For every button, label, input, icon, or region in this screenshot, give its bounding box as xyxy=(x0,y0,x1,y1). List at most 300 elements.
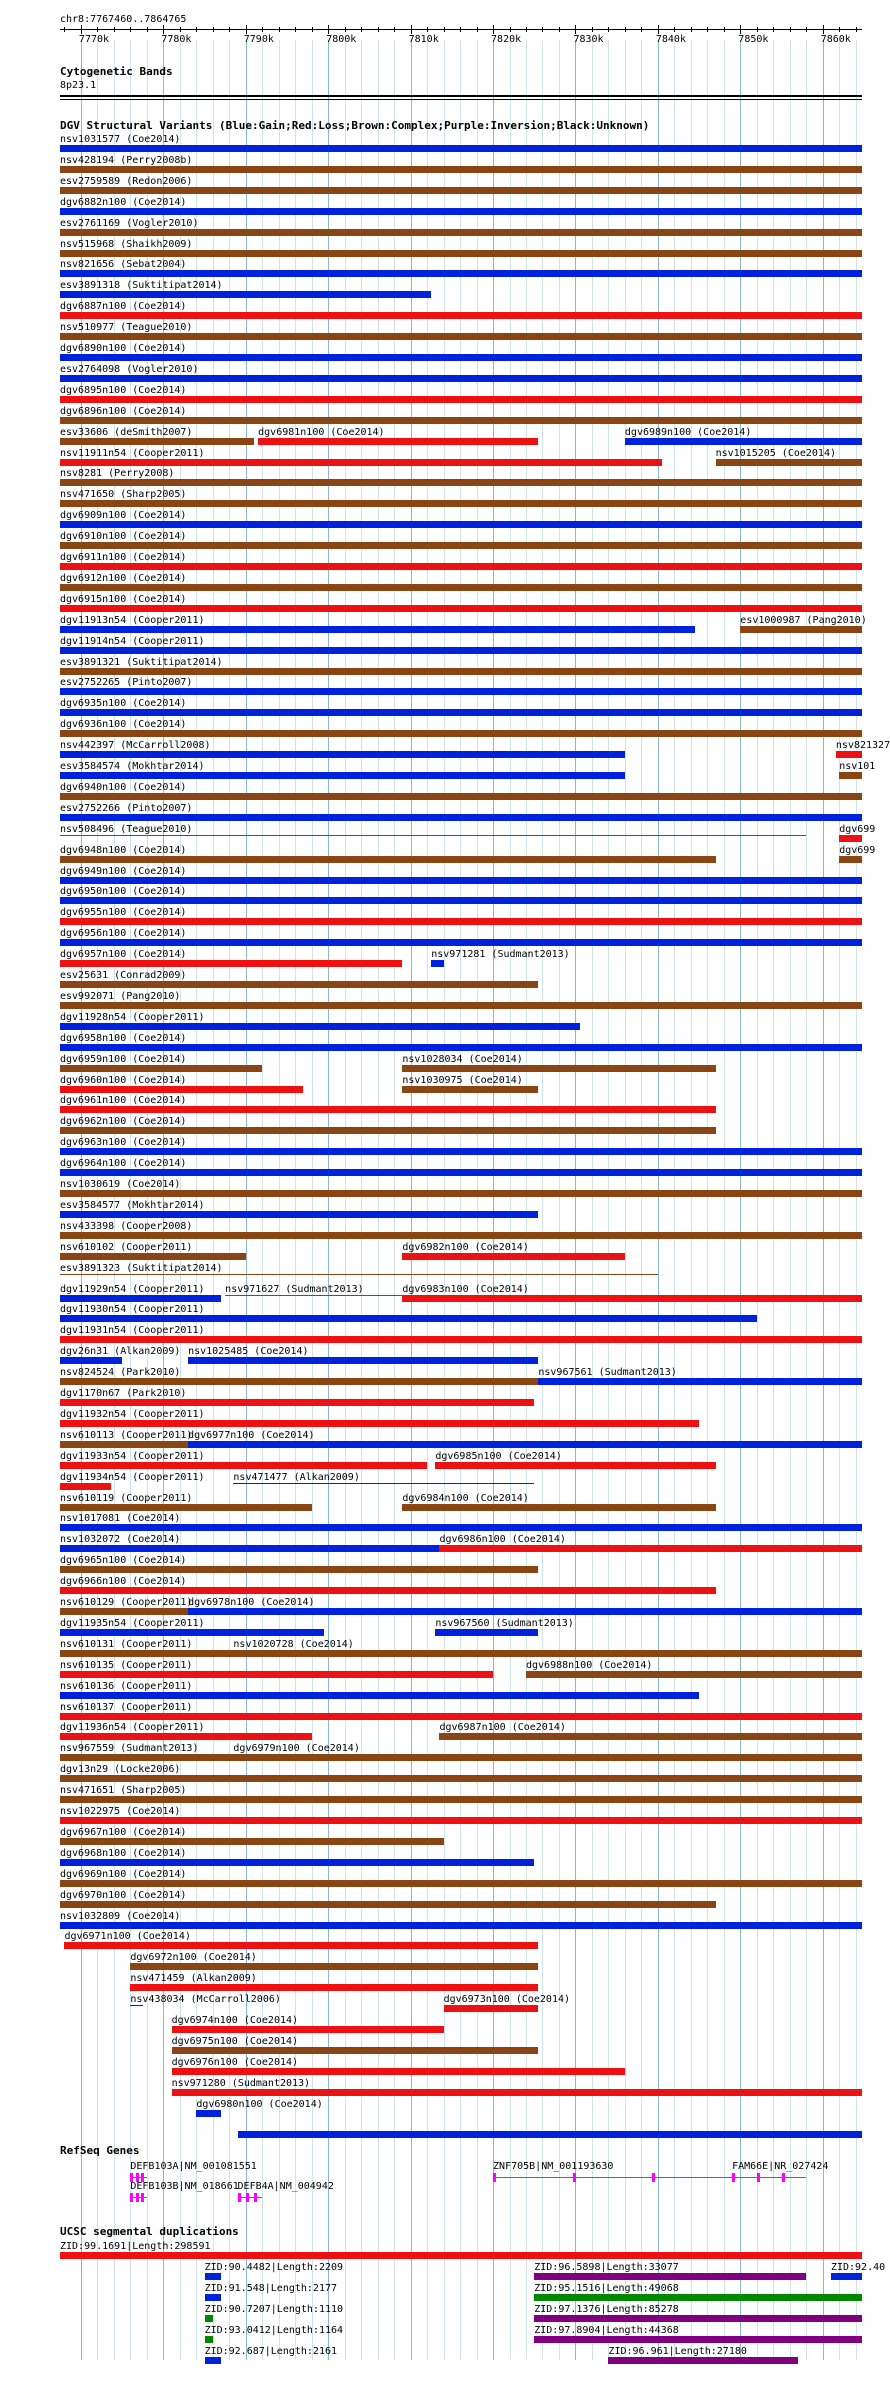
variant-label: dgv6935n100 (Coe2014) xyxy=(60,698,187,710)
variant-label: dgv6979n100 (Coe2014) xyxy=(233,1743,360,1755)
variant-label: dgv6910n100 (Coe2014) xyxy=(60,531,187,543)
grid-line xyxy=(592,40,593,2360)
variant-bar xyxy=(439,1545,862,1552)
variant-bar xyxy=(60,1838,444,1845)
grid-line xyxy=(839,40,840,2360)
variant-bar xyxy=(196,2110,221,2117)
variant-label: nsv1025485 (Coe2014) xyxy=(188,1346,309,1358)
variant-bar xyxy=(60,751,625,758)
variant-label: dgv6967n100 (Coe2014) xyxy=(60,1826,187,1838)
variant-label: dgv6887n100 (Coe2014) xyxy=(60,301,187,313)
gene-line xyxy=(493,2177,732,2178)
variant-bar xyxy=(188,1441,862,1448)
variant-label: dgv6949n100 (Coe2014) xyxy=(60,865,187,877)
grid-line xyxy=(295,40,296,2360)
variant-bar xyxy=(60,1169,862,1176)
segdup-label: ZID:90.4482|Length:2209 xyxy=(204,2262,344,2273)
variant-bar xyxy=(402,1065,715,1072)
ruler-tick xyxy=(444,27,445,32)
variant-bar xyxy=(839,772,862,779)
grid-line xyxy=(856,40,857,2360)
variant-label: nsv610102 (Cooper2011) xyxy=(60,1241,193,1253)
variant-bar xyxy=(60,1504,312,1511)
grid-line xyxy=(773,40,774,2360)
grid-line xyxy=(345,40,346,2360)
segdup-bar xyxy=(608,2357,798,2364)
grid-line xyxy=(394,40,395,2360)
ruler-tick xyxy=(81,25,82,34)
grid-line xyxy=(312,40,313,2360)
variant-label: dgv11934n54 (Cooper2011) xyxy=(60,1471,205,1483)
variant-label: dgv6890n100 (Coe2014) xyxy=(60,343,187,354)
ruler-tick xyxy=(790,27,791,32)
variant-bar xyxy=(60,1378,538,1385)
variant-bar xyxy=(60,793,862,800)
gene-label: DEFB4A|NM_004942 xyxy=(237,2181,334,2192)
ruler-tick xyxy=(130,27,131,32)
variant-bar xyxy=(60,208,862,215)
refseq-track-title: RefSeq Genes xyxy=(60,2144,140,2157)
variant-bar xyxy=(60,291,431,298)
variant-label: dgv6975n100 (Coe2014) xyxy=(171,2035,299,2047)
variant-bar xyxy=(60,166,862,173)
variant-label: esv3584577 (Mokhtar2014) xyxy=(60,1199,205,1211)
gene-exon xyxy=(246,2193,249,2202)
ruler-tick xyxy=(658,25,659,34)
track-separator xyxy=(60,99,862,100)
variant-label: dgv6909n100 (Coe2014) xyxy=(60,510,187,522)
grid-line xyxy=(757,40,758,2360)
grid-line xyxy=(740,40,741,2360)
variant-label: nsv967560 (Sudmant2013) xyxy=(435,1617,574,1629)
variant-label: nsv821656 (Sebat2004) xyxy=(60,259,187,271)
gene-exon xyxy=(652,2173,655,2182)
position-label: chr8:7767460..7864765 xyxy=(60,14,187,25)
ruler-tick xyxy=(180,27,181,32)
grid-line xyxy=(229,40,230,2360)
gene-exon xyxy=(141,2193,144,2202)
grid-line xyxy=(790,40,791,2360)
variant-label: dgv6976n100 (Coe2014) xyxy=(171,2056,299,2068)
variant-label: nsv1030619 (Coe2014) xyxy=(60,1179,181,1190)
variant-label: dgv6987n100 (Coe2014) xyxy=(439,1722,566,1734)
ruler-tick xyxy=(477,27,478,32)
variant-bar xyxy=(233,1483,534,1484)
variant-label: nsv8281 (Perry2008) xyxy=(60,468,175,480)
variant-label: dgv6983n100 (Coe2014) xyxy=(402,1283,529,1295)
gene-label: DEFB103B|NM_018661 xyxy=(130,2181,239,2192)
grid-line xyxy=(427,40,428,2360)
variant-label: nsv1022975 (Coe2014) xyxy=(60,1806,181,1817)
variant-bar xyxy=(60,1232,862,1239)
variant-bar xyxy=(60,668,862,675)
variant-bar xyxy=(402,1086,538,1093)
variant-bar xyxy=(60,1420,699,1427)
variant-label: dgv6911n100 (Coe2014) xyxy=(60,552,187,563)
variant-bar xyxy=(60,1127,716,1134)
ruler-tick xyxy=(592,27,593,32)
variant-bar xyxy=(60,960,402,967)
variant-bar xyxy=(60,1148,862,1155)
variant-label: dgv6948n100 (Coe2014) xyxy=(60,844,187,856)
variant-label: nsv821327 xyxy=(835,740,890,752)
variant-label: dgv6968n100 (Coe2014) xyxy=(60,1847,187,1859)
variant-label: esv3891323 (Suktitipat2014) xyxy=(60,1262,223,1274)
variant-bar xyxy=(839,835,862,842)
ruler-tick xyxy=(823,25,824,34)
variant-label: nsv510977 (Teague2010) xyxy=(60,322,193,334)
variant-bar xyxy=(60,814,862,821)
gene-exon xyxy=(573,2173,576,2182)
variant-bar xyxy=(60,521,862,528)
variant-label: dgv6973n100 (Coe2014) xyxy=(443,1994,571,2006)
variant-label: nsv971627 (Sudmant2013) xyxy=(225,1283,364,1295)
segdup-bar xyxy=(534,2315,862,2322)
variant-label: nsv610119 (Cooper2011) xyxy=(60,1492,193,1504)
grid-line xyxy=(411,40,412,2360)
variant-label: nsv433398 (Cooper2008) xyxy=(60,1220,193,1232)
variant-bar xyxy=(172,2068,625,2075)
variant-label: nsv471650 (Sharp2005) xyxy=(60,489,187,501)
ruler-tick-label: 7810k xyxy=(408,34,439,45)
gene-exon xyxy=(757,2173,760,2182)
variant-label: nsv1032072 (Coe2014) xyxy=(60,1534,181,1546)
grid-line xyxy=(246,40,247,2360)
variant-bar xyxy=(60,500,862,507)
variant-bar xyxy=(172,2026,444,2033)
variant-label: nsv610129 (Cooper2011) xyxy=(60,1597,193,1608)
variant-label: esv2764098 (Vogler2010) xyxy=(60,363,199,375)
variant-bar xyxy=(526,1671,862,1678)
variant-bar xyxy=(60,1002,862,1009)
segdup-bar xyxy=(534,2336,862,2343)
variant-label: esv3584574 (Mokhtar2014) xyxy=(60,761,205,772)
ruler-tick xyxy=(460,27,461,32)
variant-label: dgv6961n100 (Coe2014) xyxy=(60,1095,187,1107)
cytoband-label: 8p23.1 xyxy=(60,80,97,91)
segdup-bar xyxy=(831,2273,862,2280)
variant-bar xyxy=(60,1274,658,1275)
ruler-tick-label: 7830k xyxy=(573,34,604,45)
variant-label: esv2752265 (Pinto2007) xyxy=(60,677,193,689)
variant-label: dgv6981n100 (Coe2014) xyxy=(258,426,385,438)
variant-label: nsv971281 (Sudmant2013) xyxy=(431,949,570,961)
variant-label: dgv6970n100 (Coe2014) xyxy=(60,1889,187,1901)
variant-label: nsv610131 (Cooper2011) xyxy=(60,1638,193,1650)
segdup-bar xyxy=(60,2252,862,2259)
variant-bar xyxy=(402,1295,862,1302)
ruler-tick xyxy=(510,27,511,32)
ruler-tick xyxy=(147,27,148,32)
variant-label: dgv6959n100 (Coe2014) xyxy=(60,1053,187,1065)
grid-line xyxy=(328,40,329,2360)
variant-bar xyxy=(60,1775,862,1782)
variant-bar xyxy=(60,229,862,236)
grid-line xyxy=(674,40,675,2360)
variant-bar xyxy=(60,1524,862,1531)
variant-bar xyxy=(402,1504,715,1511)
ruler-tick-label: 7780k xyxy=(161,34,192,45)
variant-bar xyxy=(60,584,862,591)
variant-bar xyxy=(60,145,862,152)
variant-label: dgv11913n54 (Cooper2011) xyxy=(60,614,205,626)
segdup-label: ZID:96.5898|Length:33077 xyxy=(534,2262,679,2273)
ruler-tick xyxy=(608,27,609,32)
variant-bar xyxy=(188,1608,862,1615)
variant-label: dgv26n31 (Alkan2009) xyxy=(60,1346,181,1358)
variant-bar xyxy=(233,1754,862,1761)
variant-bar xyxy=(60,1462,427,1469)
variant-bar xyxy=(60,1692,699,1699)
segdup-label: ZID:92.40 xyxy=(830,2262,886,2273)
variant-bar xyxy=(839,856,862,863)
segdup-label: ZID:96.961|Length:27180 xyxy=(608,2346,747,2357)
variant-bar xyxy=(431,960,443,967)
ruler-tick-label: 7860k xyxy=(820,34,851,45)
variant-label: nsv967559 (Sudmant2013) xyxy=(60,1743,199,1755)
variant-bar xyxy=(439,1733,862,1740)
variant-label: dgv6936n100 (Coe2014) xyxy=(60,719,187,731)
variant-bar xyxy=(60,605,862,612)
ruler-tick xyxy=(691,27,692,32)
variant-label: nsv610136 (Cooper2011) xyxy=(60,1680,193,1692)
variant-bar xyxy=(60,1754,233,1761)
variant-bar xyxy=(60,1023,580,1030)
variant-bar xyxy=(60,1253,246,1260)
variant-bar xyxy=(258,438,538,445)
variant-bar xyxy=(625,438,862,445)
ruler-tick xyxy=(411,25,412,34)
variant-bar xyxy=(60,438,254,445)
variant-bar xyxy=(233,1650,862,1657)
variant-bar xyxy=(60,897,862,904)
grid-line xyxy=(691,40,692,2360)
segdup-label: ZID:92.687|Length:2161 xyxy=(204,2346,338,2357)
variant-label: dgv1170n67 (Park2010) xyxy=(60,1388,187,1399)
variant-label: esv2761169 (Vogler2010) xyxy=(60,217,199,229)
variant-bar xyxy=(60,250,862,257)
ruler-tick xyxy=(345,27,346,32)
ruler-tick xyxy=(427,27,428,32)
variant-bar xyxy=(60,918,862,925)
variant-bar xyxy=(60,333,862,340)
variant-label: dgv6980n100 (Coe2014) xyxy=(196,2098,323,2110)
variant-label: dgv6963n100 (Coe2014) xyxy=(60,1137,187,1149)
variant-bar xyxy=(60,1065,262,1072)
grid-line xyxy=(658,40,659,2360)
variant-label: nsv1032809 (Coe2014) xyxy=(60,1910,181,1922)
segdup-label: ZID:93.0412|Length:1164 xyxy=(204,2325,344,2336)
variant-bar xyxy=(60,1796,862,1803)
ruler-tick xyxy=(196,27,197,32)
variant-label: esv25631 (Conrad2009) xyxy=(60,970,187,981)
ruler-tick xyxy=(163,25,164,34)
variant-label: dgv6956n100 (Coe2014) xyxy=(60,928,187,940)
variant-label: nsv515968 (Shaikh2009) xyxy=(60,238,193,250)
ruler-tick xyxy=(97,27,98,32)
variant-bar xyxy=(402,1253,625,1260)
ruler-tick-label: 7820k xyxy=(491,34,522,45)
variant-label: esv3891318 (Suktitipat2014) xyxy=(60,280,223,292)
variant-label: dgv13n29 (Locke2006) xyxy=(60,1764,181,1776)
variant-label: nsv1020728 (Coe2014) xyxy=(233,1638,354,1650)
variant-label: dgv6978n100 (Coe2014) xyxy=(188,1597,315,1608)
variant-bar xyxy=(60,396,862,403)
grid-line xyxy=(608,40,609,2360)
variant-bar xyxy=(60,1713,862,1720)
variant-label: nsv508496 (Teague2010) xyxy=(60,823,193,835)
variant-label: esv2752266 (Pinto2007) xyxy=(60,802,193,814)
ruler-tick-label: 7800k xyxy=(326,34,357,45)
variant-bar xyxy=(60,1671,493,1678)
variant-label: dgv6972n100 (Coe2014) xyxy=(130,1952,257,1964)
segdup-label: ZID:95.1516|Length:49068 xyxy=(534,2283,679,2294)
variant-bar xyxy=(130,1963,538,1970)
variant-bar xyxy=(60,647,862,654)
variant-bar xyxy=(60,1399,534,1406)
variant-bar xyxy=(60,417,862,424)
variant-label: dgv11933n54 (Cooper2011) xyxy=(60,1450,205,1462)
variant-bar xyxy=(60,187,862,194)
variant-bar xyxy=(225,1295,402,1296)
variant-bar xyxy=(60,542,862,549)
ruler-tick-label: 7840k xyxy=(655,34,686,45)
variant-label: dgv6982n100 (Coe2014) xyxy=(402,1241,529,1253)
variant-label: dgv6985n100 (Coe2014) xyxy=(435,1450,562,1462)
variant-label: esv33606 (deSmith2007) xyxy=(60,426,193,438)
grid-line xyxy=(575,40,576,2360)
variant-bar xyxy=(60,1880,862,1887)
variant-label: dgv6969n100 (Coe2014) xyxy=(60,1868,187,1880)
segdup-bar xyxy=(205,2294,221,2301)
variant-label: nsv471477 (Alkan2009) xyxy=(233,1471,360,1483)
variant-label: dgv11936n54 (Cooper2011) xyxy=(60,1722,205,1734)
variant-label: nsv471651 (Sharp2005) xyxy=(60,1785,187,1797)
gene-line xyxy=(238,2197,263,2198)
ruler-tick xyxy=(839,27,840,32)
gene-label: ZNF705B|NM_001193630 xyxy=(493,2161,614,2172)
variant-bar xyxy=(60,688,862,695)
variant-label: dgv6950n100 (Coe2014) xyxy=(60,886,187,898)
variant-label: nsv1030975 (Coe2014) xyxy=(402,1074,523,1086)
variant-bar xyxy=(60,1336,862,1343)
ruler-tick xyxy=(641,27,642,32)
variant-bar xyxy=(60,375,862,382)
ruler-tick xyxy=(625,27,626,32)
variant-bar xyxy=(60,270,862,277)
variant-bar xyxy=(60,939,862,946)
segdup-label: ZID:90.7207|Length:1110 xyxy=(204,2304,344,2315)
ruler-tick xyxy=(361,27,362,32)
variant-bar xyxy=(60,1650,233,1657)
variant-label: dgv6958n100 (Coe2014) xyxy=(60,1032,187,1044)
ruler-tick xyxy=(312,27,313,32)
track-separator xyxy=(60,95,862,97)
gene-exon xyxy=(238,2193,241,2202)
variant-bar xyxy=(60,479,862,486)
variant-bar xyxy=(60,1545,439,1552)
variant-label: esv1000987 (Pang2010) xyxy=(740,614,867,626)
ruler-tick xyxy=(328,25,329,34)
grid-line xyxy=(707,40,708,2360)
ruler-tick xyxy=(246,25,247,34)
variant-label: nsv1028034 (Coe2014) xyxy=(402,1053,523,1065)
gene-exon xyxy=(782,2173,785,2182)
grid-line xyxy=(378,40,379,2360)
variant-label: dgv6962n100 (Coe2014) xyxy=(60,1116,187,1128)
variant-bar xyxy=(60,730,862,737)
grid-line xyxy=(823,40,824,2360)
variant-bar xyxy=(60,1190,862,1197)
variant-label: dgv6955n100 (Coe2014) xyxy=(60,907,187,919)
variant-label: dgv6989n100 (Coe2014) xyxy=(624,426,752,438)
variant-label: dgv6940n100 (Coe2014) xyxy=(60,781,187,793)
variant-bar xyxy=(435,1629,538,1636)
grid-line xyxy=(724,40,725,2360)
segdup-bar xyxy=(534,2294,862,2301)
grid-line xyxy=(361,40,362,2360)
variant-label: nsv967561 (Sudmant2013) xyxy=(538,1367,677,1379)
variant-label: nsv101 xyxy=(839,761,876,772)
ruler-tick xyxy=(773,27,774,32)
variant-bar xyxy=(60,459,662,466)
grid-line xyxy=(559,40,560,2360)
grid-line xyxy=(806,40,807,2360)
ruler-tick xyxy=(542,27,543,32)
variant-label: esv3891321 (Suktitipat2014) xyxy=(60,656,223,668)
segdup-label: ZID:91.548|Length:2177 xyxy=(204,2283,338,2294)
variant-bar xyxy=(60,1357,122,1364)
variant-bar xyxy=(60,1106,716,1113)
segdup-bar xyxy=(205,2336,213,2343)
variant-label: dgv6974n100 (Coe2014) xyxy=(171,2015,299,2026)
variant-label: dgv11930n54 (Cooper2011) xyxy=(60,1304,205,1316)
variant-label: nsv1015205 (Coe2014) xyxy=(715,447,836,459)
variant-bar xyxy=(60,1295,221,1302)
variant-label: dgv6988n100 (Coe2014) xyxy=(526,1659,653,1671)
ruler-tick xyxy=(64,27,65,32)
variant-label: dgv6971n100 (Coe2014) xyxy=(64,1931,191,1943)
ruler-tick-label: 7790k xyxy=(243,34,274,45)
variant-label: dgv6977n100 (Coe2014) xyxy=(188,1429,315,1441)
variant-bar xyxy=(60,1733,312,1740)
variant-label: dgv11931n54 (Cooper2011) xyxy=(60,1325,205,1337)
ruler-tick xyxy=(575,25,576,34)
variant-bar xyxy=(60,1483,111,1490)
variant-label: dgv6986n100 (Coe2014) xyxy=(439,1534,566,1546)
gene-exon xyxy=(136,2193,139,2202)
ruler-tick xyxy=(856,27,857,32)
variant-bar xyxy=(172,2047,539,2054)
segdup-bar xyxy=(205,2315,213,2322)
variant-bar xyxy=(60,1608,188,1615)
variant-label: dgv6966n100 (Coe2014) xyxy=(60,1576,187,1588)
variant-bar xyxy=(238,2131,862,2138)
variant-label: nsv1017081 (Coe2014) xyxy=(60,1513,181,1525)
ruler-tick-label: 7770k xyxy=(78,34,110,45)
ruler-tick xyxy=(757,27,758,32)
variant-bar xyxy=(188,1357,538,1364)
variant-label: nsv610113 (Cooper2011) xyxy=(60,1429,193,1441)
grid-line xyxy=(279,40,280,2360)
ruler-tick xyxy=(724,27,725,32)
segdup-label: ZID:97.1376|Length:85278 xyxy=(534,2304,679,2315)
variant-bar xyxy=(60,856,716,863)
variant-bar xyxy=(435,1462,715,1469)
grid-line xyxy=(641,40,642,2360)
variant-bar xyxy=(130,2005,142,2006)
variant-label: dgv6896n100 (Coe2014) xyxy=(60,405,187,417)
